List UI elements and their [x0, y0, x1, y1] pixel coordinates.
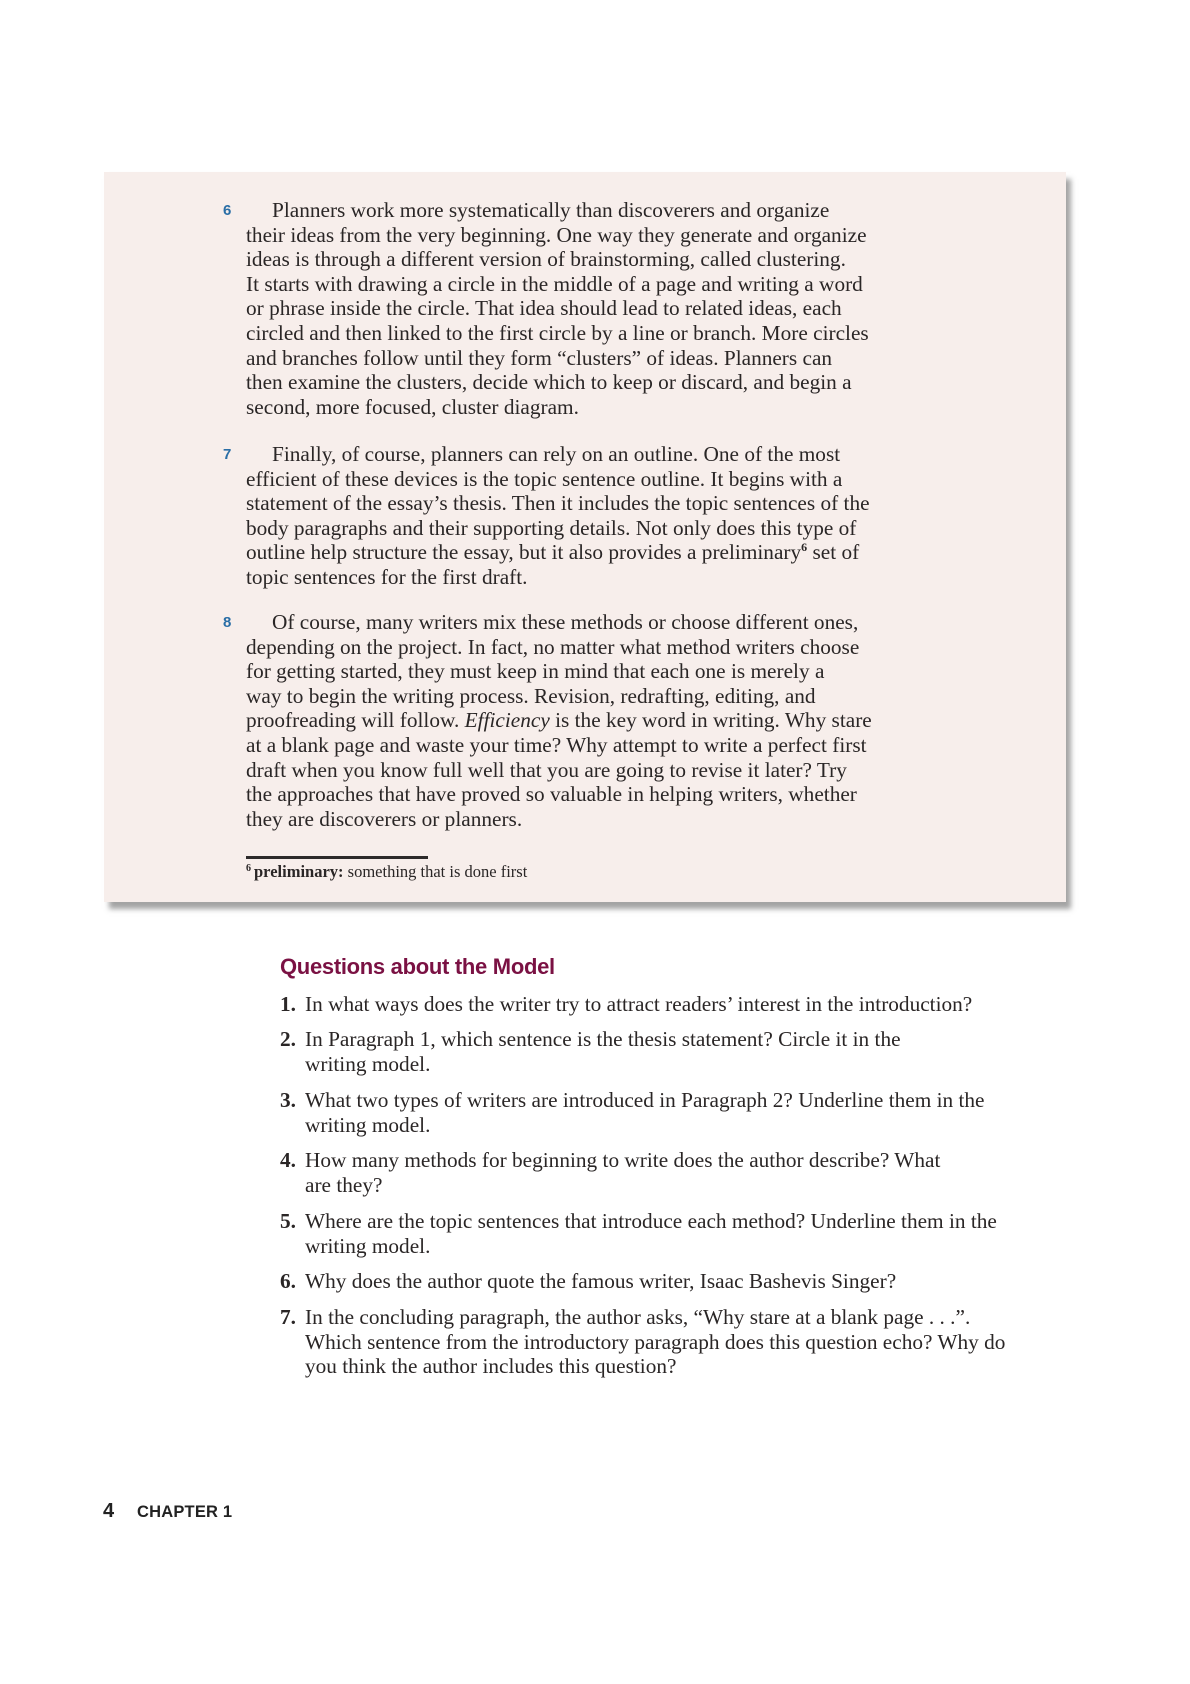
question-text — [305, 1209, 997, 1258]
page-number: 4 — [103, 1500, 115, 1522]
question-number: 3. — [280, 1088, 296, 1112]
text-line: Finally, of course, planners can rely on an outline. One of the most — [272, 442, 841, 466]
text-line: or phrase inside the circle. That idea should lead to related ideas, each — [246, 296, 842, 321]
text-line: for getting started, they must keep in mind that each one is merely a — [246, 659, 825, 684]
paragraph-number: 7 — [223, 446, 232, 463]
text-line: ideas is through a different version of brainstorming, called clustering. — [246, 247, 846, 272]
footnote-marker: 6 — [246, 863, 251, 874]
text-line: writing model. — [305, 1051, 431, 1076]
text-line: In what ways does the writer try to attract readers’ interest in the introduction? — [305, 992, 973, 1016]
question-text — [305, 1305, 1005, 1379]
chapter-label: CHAPTER 1 — [137, 1503, 233, 1521]
text-segment: proofreading will follow. — [246, 708, 460, 733]
text-line: What two types of writers are introduced in Paragraph 2? Underline them in the — [305, 1088, 985, 1112]
paragraph-number: 6 — [223, 202, 232, 219]
text-line — [246, 708, 872, 733]
text-line: Where are the topic sentences that introduce each method? Underline them in the — [305, 1209, 997, 1233]
text-line: then examine the clusters, decide which to keep or discard, and begin a — [246, 370, 852, 395]
text-line: In Paragraph 1, which sentence is the thesis statement? Circle it in the — [305, 1027, 901, 1051]
question-number: 7. — [280, 1305, 296, 1329]
text-line: statement of the essay’s thesis. Then it includes the topic sentences of the — [246, 491, 870, 516]
text-segment: is the key word in writing. Why stare — [549, 708, 872, 733]
text-line: are they? — [305, 1172, 383, 1197]
text-line: they are discoverers or planners. — [246, 806, 523, 831]
text-line: Of course, many writers mix these methods or choose different ones, — [272, 610, 859, 634]
paragraph-text — [246, 610, 872, 831]
question-text — [305, 1088, 985, 1137]
text-line: writing model. — [305, 1112, 431, 1137]
footnote-term: preliminary: — [254, 862, 344, 881]
text-line: efficient of these devices is the topic sentence outline. It begins with a — [246, 466, 843, 491]
question-number: 6. — [280, 1269, 296, 1293]
text-segment: set of — [807, 540, 860, 565]
writing-model-box — [104, 172, 1066, 902]
text-line: at a blank page and waste your time? Why attempt to write a perfect first — [246, 732, 867, 757]
question-number: 4. — [280, 1148, 296, 1172]
text-line: the approaches that have proved so valuable in helping writers, whether — [246, 782, 857, 807]
question-text — [305, 1148, 940, 1197]
text-line: second, more focused, cluster diagram. — [246, 394, 579, 419]
paragraph-text — [246, 198, 869, 419]
text-line: It starts with drawing a circle in the middle of a page and writing a word — [246, 271, 863, 296]
text-line: How many methods for beginning to write does the author describe? What — [305, 1148, 941, 1172]
text-line: way to begin the writing process. Revision, redrafting, editing, and — [246, 683, 816, 708]
text-line: writing model. — [305, 1233, 431, 1258]
question-text — [305, 1269, 896, 1294]
text-line: and branches follow until they form “clusters” of ideas. Planners can — [246, 345, 833, 370]
footnote-reference[interactable]: 6 — [801, 540, 808, 555]
question-number: 5. — [280, 1209, 296, 1233]
text-line — [246, 540, 870, 565]
text-line: depending on the project. In fact, no matter what method writers choose — [246, 634, 860, 659]
text-segment: outline help structure the essay, but it also provides a preliminary — [246, 540, 802, 565]
question-number: 1. — [280, 992, 296, 1016]
text-line: draft when you know full well that you are going to revise it later? Try — [246, 757, 847, 782]
text-line: body paragraphs and their supporting details. Not only does this type of — [246, 515, 857, 540]
text-line: Planners work more systematically than discoverers and organize — [272, 198, 830, 222]
paragraph-number: 8 — [223, 614, 232, 631]
text-line: circled and then linked to the first circle by a line or branch. More circles — [246, 320, 869, 345]
text-line: Which sentence from the introductory paragraph does this question echo? Why do — [305, 1329, 1006, 1354]
question-text — [305, 992, 972, 1017]
text-line: topic sentences for the first draft. — [246, 564, 528, 589]
text-line: their ideas from the very beginning. One way they generate and organize — [246, 222, 867, 247]
text-line: In the concluding paragraph, the author asks, “Why stare at a blank page . . .”. — [305, 1305, 971, 1329]
paragraph-text — [246, 442, 870, 590]
questions-heading: Questions about the Model — [280, 954, 555, 979]
question-number: 2. — [280, 1027, 296, 1051]
footnote-divider — [246, 856, 428, 859]
footnote — [246, 862, 527, 882]
italic-emphasis: Efficiency — [464, 708, 550, 733]
text-line: Why does the author quote the famous writer, Isaac Bashevis Singer? — [305, 1269, 897, 1293]
text-line: you think the author includes this question? — [305, 1354, 677, 1379]
footnote-definition: something that is done first — [343, 862, 528, 881]
question-text — [305, 1027, 901, 1076]
